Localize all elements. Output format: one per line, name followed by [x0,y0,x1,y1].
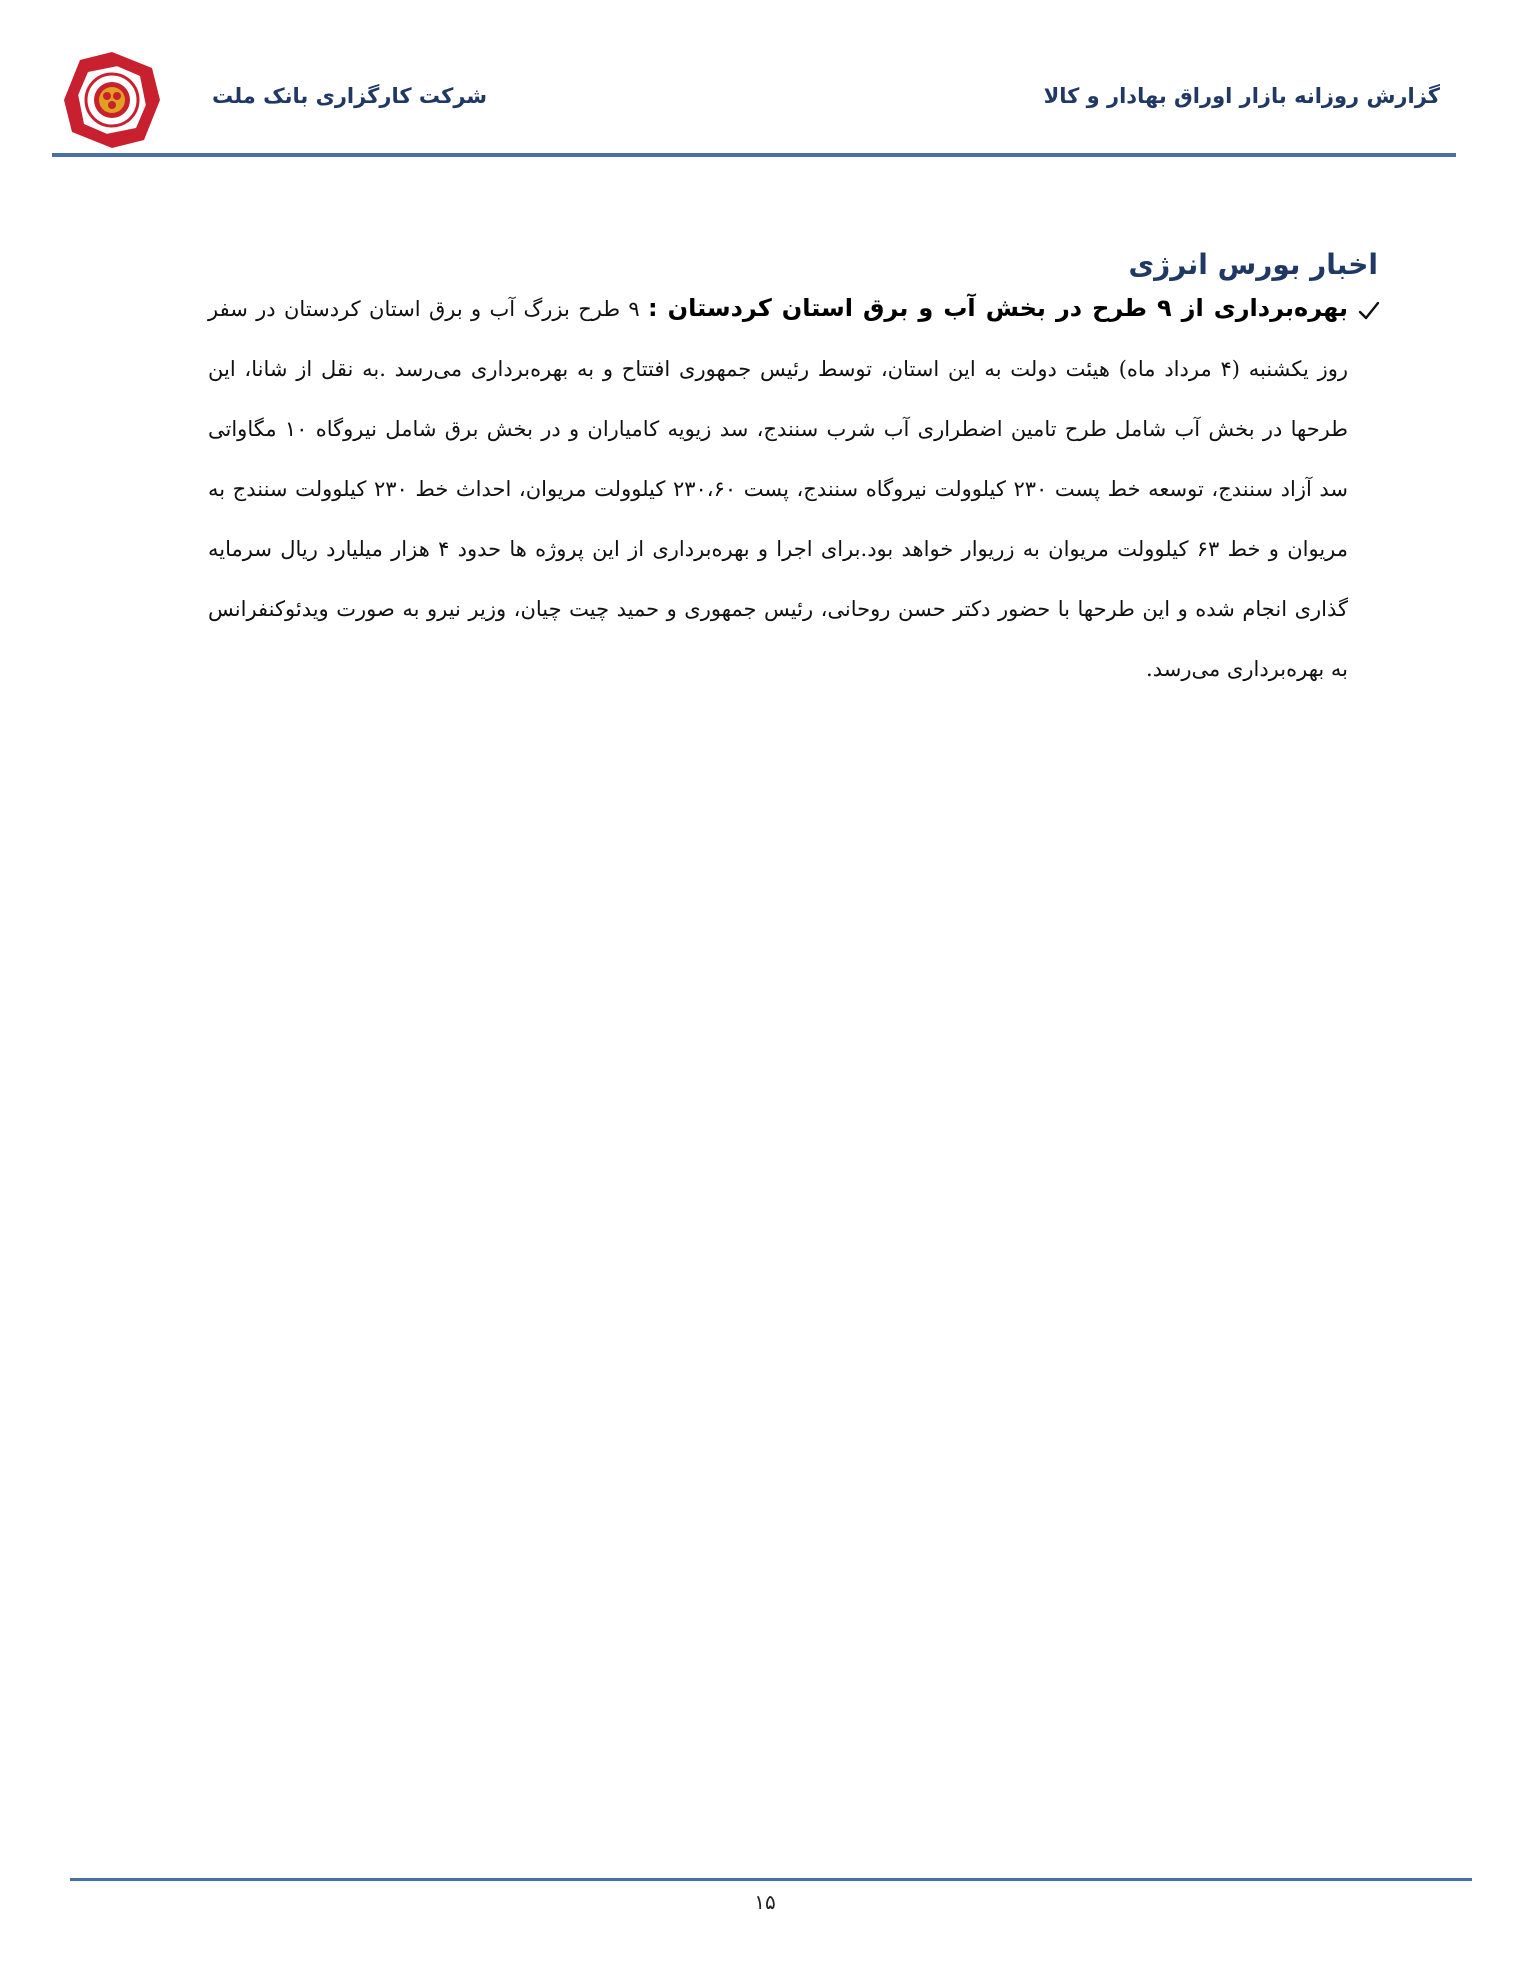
news-body-text: ۹ طرح بزرگ آب و برق استان کردستان در سفر روز یکشنبه (۴ مرداد ماه) هیئت دولت به این استان، توسط رئیس جمهوری افتتاح و به بهره‌برداری می‌رسد .به نقل از شانا، این طرحها در بخش آب شامل طرح تامین اضطراری آب شرب سنندج، سد زیویه کامیاران و در بخش برق شامل نیروگاه ۱۰ مگاواتی سد آزاد سنندج، توسعه خط پست ۲۳۰ کیلوولت نیروگاه سنندج، پست ۲۳۰،۶۰ کیلوولت مریوان، احداث خط ۲۳۰ کیلوولت سنندج به مریوان و خط ۶۳ کیلوولت مریوان به زریوار خواهد بود.برای اجرا و بهره‌برداری از این پروژه ها حدود ۴ هزار میلیارد ریال سرمایه گذاری انجام شده و این طرحها با حضور دکتر حسن روحانی، رئیس جمهوری و حمید چیت چیان، وزیر نیرو به صورت ویدئوکنفرانس به بهره‌برداری می‌رسد. [208,297,1349,681]
checkmark-icon [1358,300,1380,322]
page-number: ۱۵ [754,1890,776,1914]
news-title: بهره‌برداری از ۹ طرح در بخش آب و برق استان کردستان : [648,294,1348,322]
news-item [208,278,1348,699]
section-heading: اخبار بورس انرژی [1128,248,1378,281]
header-divider [52,153,1456,157]
report-title: گزارش روزانه بازار اوراق بهادار و کالا [1043,84,1440,108]
company-name: شرکت کارگزاری بانک ملت [212,84,488,108]
mellat-bank-logo-icon [60,48,164,152]
footer-divider [70,1878,1472,1881]
news-paragraph [208,278,1348,699]
